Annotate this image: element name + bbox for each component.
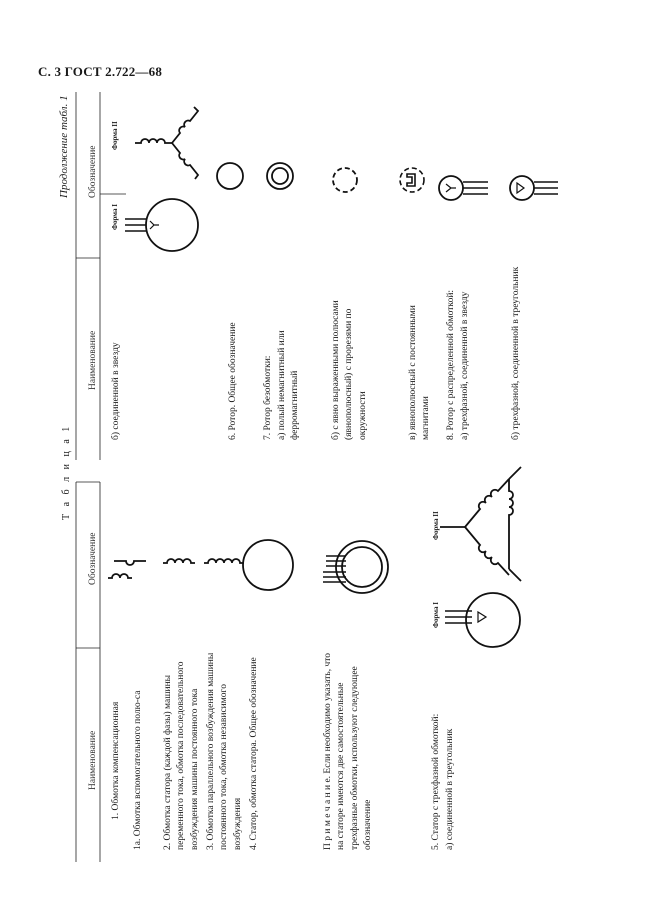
delta-mark [517, 183, 524, 193]
winding-2-loop-symbol [108, 574, 132, 578]
column-header-name: Наименование [88, 330, 98, 390]
stator-circle-symbol [243, 540, 293, 590]
form-2-label: Форма II [111, 121, 119, 150]
column-header-symbol: Обозначение [88, 145, 98, 198]
winding-1-loop-symbol [114, 561, 146, 565]
table-row: 2. Обмотка статора (каждой фазы) машины переменного тока, обмотка последовательного возбуждения машины постоянного тока [163, 661, 200, 850]
stator-inner-circle-symbol [342, 547, 382, 587]
delta-winding-symbol [440, 467, 521, 581]
table-row: а) полый немагнитный или ферромагнитный [277, 330, 301, 440]
winding-4-loop-symbol [204, 559, 244, 563]
star-mark [150, 221, 159, 229]
column-header-name: Наименование [88, 730, 98, 790]
salient-rotor-symbol [333, 168, 357, 192]
table-row: 8. Ротор с распределенной обмоткой: [446, 289, 456, 440]
rotor-delta-circle-symbol [510, 176, 534, 200]
table-row: а) трехфазной, соединенной в звезду [460, 291, 470, 440]
form-1-label: Форма I [111, 204, 119, 230]
table-row: 4. Статор, обмотка статора. Общее обозначение [249, 657, 259, 850]
stator-outer-circle-symbol [336, 541, 388, 593]
table-row: а) соединенной в треугольник [445, 728, 455, 850]
table-row: 5. Статор с трехфазной обмоткой: [431, 713, 441, 850]
form-2-label: Форма II [432, 511, 440, 540]
column-header-symbol: Обозначение [88, 532, 98, 585]
table-row: б) соединенной в звезду [111, 342, 121, 440]
hollow-rotor-outer-symbol [267, 163, 293, 189]
page-header: С. 3 ГОСТ 2.722—68 [38, 64, 163, 79]
table-caption: Т а б л и ц а 1 [61, 424, 72, 520]
table-row: 7. Ротор безобмотки: [263, 355, 273, 440]
stator-delta-circle-symbol [466, 593, 520, 647]
table-row: 1. Обмотка компенсационная [111, 701, 121, 820]
magnet-mark [407, 174, 415, 186]
winding-3-loop-symbol [163, 559, 195, 563]
table-row: б) с явно выраженными полюсами (явнополюсный) с прорезями по окружности [331, 300, 368, 440]
form-1-label: Форма I [432, 602, 440, 628]
delta-mark [478, 612, 486, 622]
table-row: б) трехфазной, соединенной в треугольник [511, 266, 521, 440]
table-row: 6. Ротор. Общее обозначение [228, 322, 238, 440]
hollow-rotor-inner-symbol [272, 168, 288, 184]
star-mark [446, 184, 456, 192]
table-note: П р и м е ч а н и е. Если необходимо указать, что на статоре имеются две самостоятельные трехфазные обмотки, используют следующее обозначение [323, 652, 374, 850]
table-row: 1а. Обмотка вспомогательного полю-са [133, 690, 143, 850]
continuation-caption: Продолжение табл. 1 [58, 95, 70, 198]
rotor-circle-symbol [217, 163, 243, 189]
table-row: 3. Обмотка параллельного возбуждения машины постоянного тока, обмотка независимого возбуждения [206, 652, 243, 850]
table-row: в) явнополюсный с постоянными магнитами [408, 305, 432, 440]
star-winding-symbol [135, 107, 198, 179]
